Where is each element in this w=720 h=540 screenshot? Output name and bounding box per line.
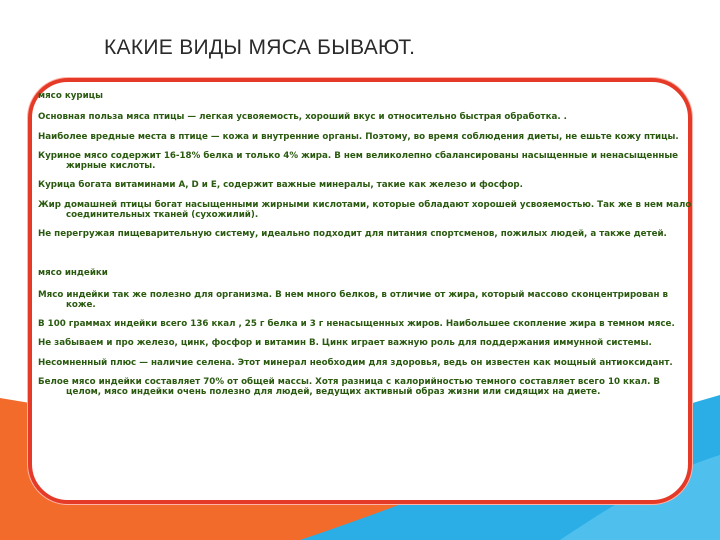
paragraph: В 100 граммах индейки всего 136 ккал , 25 г белка и 3 г ненасыщенных жиров. Наибольшее скопление жира в темном мясе. — [38, 319, 675, 330]
paragraph: Мясо индейки так же полезно для организма. В нем много белков, в отличие от жира, который массово сконцентрирован в коже. — [38, 289, 669, 310]
paragraph: Куриное мясо содержит 16-18% белка и только 4% жира. В нем великолепно сбалансированы насыщенные и ненасыщенные жирные кислоты. — [38, 150, 679, 172]
paragraph: Курица богата витаминами А, D и Е, содержит важные минералы, такие как железо и фосфор. — [38, 180, 523, 191]
section-heading-turkey: мясо индейки — [38, 268, 108, 279]
section-spacer — [38, 248, 692, 268]
paragraph: Белое мясо индейки составляет 70% от общей массы. Хотя разница с калорийностью темного составляет всего 10 ккал. В целом, мясо индейки очень полезно для людей, ведущих активный образ жизни или сидящих на диете. — [38, 376, 661, 398]
paragraph: Жир домашней птицы богат насыщенными жирными кислотами, которые обладают хорошей усвояемостью. Так же в нем мало соединительных тканей (сухожилий). — [38, 199, 692, 220]
paragraph: Не забываем и про железо, цинк, фосфор и витамин В. Цинк играет важную роль для поддержания иммунной системы. — [38, 338, 652, 349]
paragraph: Не перегружая пищеварительную систему, идеально подходит для питания спортсменов, пожилых людей, а также детей. — [38, 229, 667, 240]
paragraph: Основная польза мяса птицы — легкая усвояемость, хороший вкус и относительно быстрая обработка. . — [38, 112, 567, 123]
section-heading-chicken: мясо курицы — [38, 91, 103, 101]
paragraph: Несомненный плюс — наличие селена. Этот минерал необходим для здоровья, ведь он известен как мощный антиоксидант. — [38, 357, 673, 368]
paragraph: Наиболее вредные места в птице — кожа и внутренние органы. Поэтому, во время соблюдения диеты, не ешьте кожу птицы. — [38, 131, 679, 142]
slide-title: КАКИЕ ВИДЫ МЯСА БЫВАЮТ. — [104, 36, 416, 59]
content-text — [38, 91, 692, 407]
